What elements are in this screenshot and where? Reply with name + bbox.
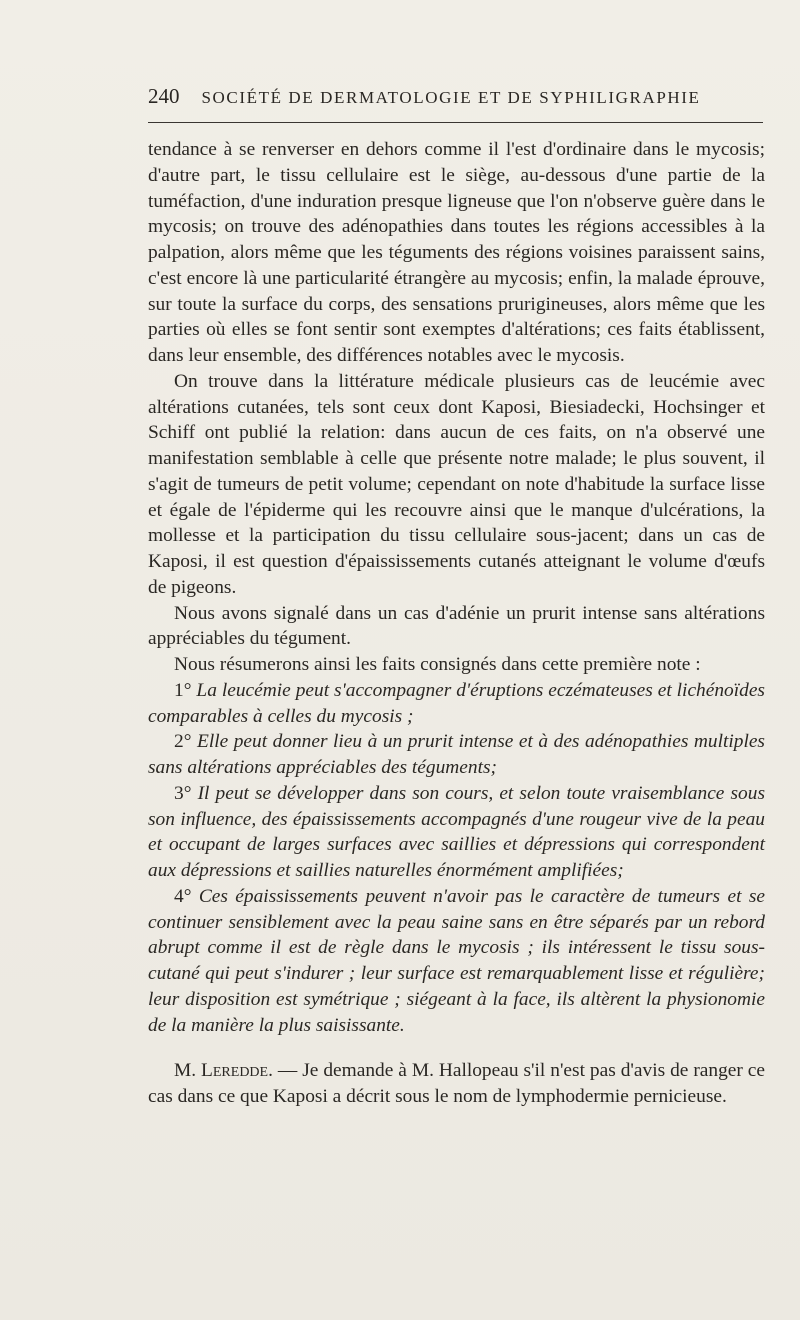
header-rule bbox=[148, 122, 763, 123]
conclusion-text: Ces épaississements peuvent n'avoir pas le caractère de tumeurs et se continuer sensiblement avec la peau saine sans en être séparés par un rebord abrupt comme il est de règle dans le mycosis ; ils intéressent le tissu sous-cutané qui peut s'indurer ; leur surface est remarquablement lisse et régulière; leur disposition est symétrique ; siégeant à la face, ils altèrent la physionomie de la manière la plus saisissante. bbox=[148, 885, 765, 1036]
conclusion-number: 3° bbox=[174, 782, 192, 804]
conclusion-item bbox=[148, 884, 765, 1039]
page-number: 240 bbox=[148, 84, 180, 108]
conclusion-number: 4° bbox=[174, 885, 192, 907]
paragraph: Nous avons signalé dans un cas d'adénie un prurit intense sans altérations appréciables du tégument. bbox=[148, 602, 765, 650]
running-title: SOCIÉTÉ DE DERMATOLOGIE ET DE SYPHILIGRAPHIE bbox=[201, 88, 701, 107]
conclusion-number: 2° bbox=[174, 731, 192, 753]
conclusion-text: Il peut se développer dans son cours, et selon toute vraisemblance sous son influence, des épaississements accompagnés d'une rougeur vive de la peau et occupant de larges surfaces avec saillies et dépressions qui correspondent aux dépressions et saillies naturelles énormément amplifiées; bbox=[148, 782, 765, 881]
body-text bbox=[148, 137, 765, 1110]
conclusion-text: Elle peut donner lieu à un prurit intense et à des adénopathies multiples sans altérations appréciables des téguments; bbox=[148, 731, 765, 778]
paragraph: On trouve dans la littérature médicale plusieurs cas de leucémie avec altérations cutanées, tels sont ceux dont Kaposi, Biesiadecki, Hochsinger et Schiff ont publié la relation: dans aucun de ces faits, on n'a observé une manifestation semblable à celle que présente notre malade; le plus souvent, il s'agit de tumeurs de petit volume; cependant on note d'habitude la surface lisse et égale de l'épiderme qui les recouvre ainsi que le manque d'ulcérations, la mollesse et la participation du tissu cellulaire sous-jacent; dans un cas de Kaposi, il est question d'épaississements cutanés atteignant le volume d'œufs de pigeons. bbox=[148, 370, 765, 598]
conclusion-item bbox=[148, 678, 765, 730]
conclusion-item bbox=[148, 781, 765, 884]
discussion-text: — Je demande à M. Hallopeau s'il n'est pas d'avis de ranger ce cas dans ce que Kaposi a décrit sous le nom de lymphodermie pernicieuse. bbox=[148, 1060, 766, 1107]
discussion-paragraph bbox=[148, 1058, 765, 1110]
page-header bbox=[148, 84, 763, 109]
paragraph: tendance à se renverser en dehors comme il l'est d'ordinaire dans le mycosis; d'autre part, le tissu cellulaire est le siège, au-dessous d'une partie de la tuméfaction, d'une induration presque ligneuse que l'on n'observe guère dans le mycosis; on trouve des adénopathies dans toutes les régions accessibles à la palpation, alors même que les téguments des régions voisines paraissent sains, c'est encore là une particularité étrangère au mycosis; enfin, la malade éprouve, sur toute la surface du corps, des sensations prurigineuses, alors même que les parties où elles se font sentir sont exemptes d'altérations; ces faits établissent, dans leur ensemble, des différences notables avec le mycosis. bbox=[148, 139, 765, 366]
conclusion-item bbox=[148, 729, 765, 781]
paragraph: Nous résumerons ainsi les faits consignés dans cette première note : bbox=[174, 654, 701, 675]
speaker-name: M. Leredde. bbox=[174, 1060, 273, 1082]
conclusion-text: La leucémie peut s'accompagner d'éruptions eczémateuses et lichénoïdes comparables à celles du mycosis ; bbox=[148, 679, 765, 727]
conclusion-number: 1° bbox=[174, 679, 192, 701]
